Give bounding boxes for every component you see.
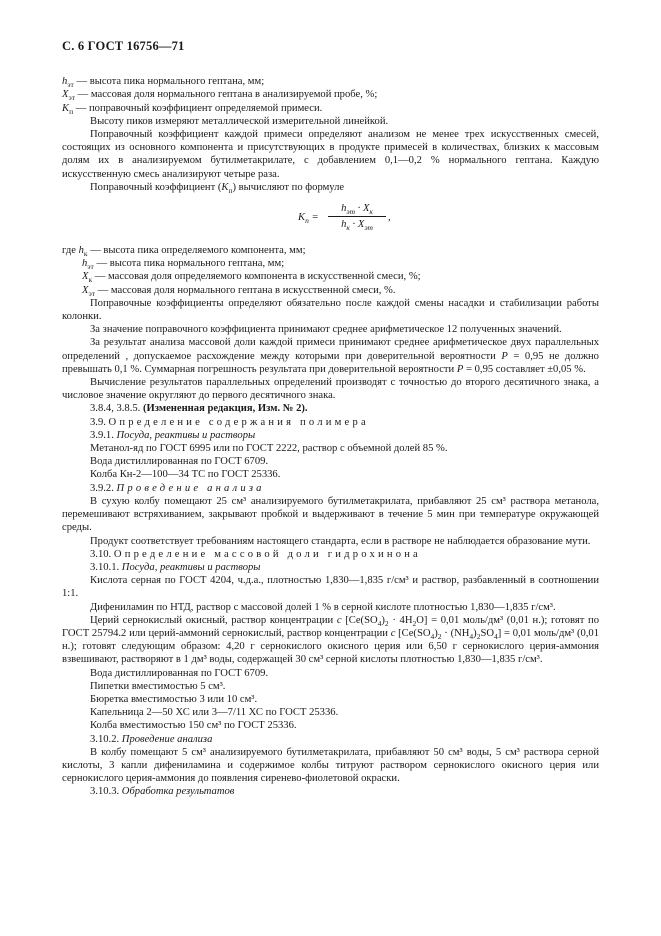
definition-line: $h_{эт}$ — высота пика нормального гептана, мм;	[82, 258, 285, 272]
subsection-heading: 3.9.1. Посуда, реактивы и растворы	[90, 429, 256, 441]
edit-note: 3.8.4, 3.8.5. (Измененная редакция, Изм. № 2).	[90, 403, 308, 415]
formula-correction-coefficient: $K_п$ = $h_{эт} \cdot X_к$ $h_к \cdot X_{эт}$ ,	[298, 203, 391, 233]
list-item: Бюретка вместимостью 3 или 10 см³.	[90, 693, 258, 705]
subsection-heading: 3.10.3. Обработка результатов	[90, 786, 235, 798]
paragraph: В колбу помещают 5 см³ анализируемого бутилметакрилата, прибавляют 50 см³ воды, 5 см³ раствора серной кислоты, 3 капли дифениламина и содержимое колбы титруют раствором сернокислого окисного церия или сернокислого церия-аммония до появления сиренево-фиолетовой окраски.	[62, 746, 599, 785]
list-item: Пипетки вместимостью 5 см³.	[90, 680, 226, 692]
section-heading: 3.9. Определение содержания полимера	[90, 416, 369, 428]
list-item: Метанол-яд по ГОСТ 6995 или по ГОСТ 2222, раствор с объемной долей 85 %.	[90, 443, 448, 455]
paragraph: За значение поправочного коэффициента принимают среднее арифметическое 12 полученных значений.	[90, 324, 562, 336]
paragraph: Поправочный коэффициент каждой примеси определяют анализом не менее трех искусственных смесей, состоящих из основного компонента и присутствующих в продукте примесей в количествах, близких к массовым долям их в анализируемом бутилметакрилате, с добавлением 0,1—0,2 % нормального гептана. Каждую искусственную смесь анализируют четыре раза.	[62, 129, 599, 180]
paragraph: В сухую колбу помещают 25 см³ анализируемого бутилметакрилата, прибавляют 25 см³ раствора метанола, перемешивают встряхиванием, закрывают пробкой и выдерживают в течение 5 мин при температуре окружающей среды.	[62, 495, 599, 534]
list-item: Вода дистиллированная по ГОСТ 6709.	[90, 456, 269, 468]
subsection-heading: 3.9.2. Проведение анализа	[90, 482, 265, 494]
paragraph: Продукт соответствует требованиям настоящего стандарта, если в растворе не наблюдается образование мути.	[90, 535, 591, 547]
subsection-heading: 3.10.1. Посуда, реактивы и растворы	[90, 561, 261, 573]
paragraph: Церий сернокислый окисный, раствор концентрации c $[Ce(SO_4)_2 \cdot 4H_2O] = 0,01$ моль/дм³ (0,01 н.); готовят по ГОСТ 25794.2 или церий-аммоний сернокислый, раствор концентрации c $[Ce(SO_4)_2 \cdot (NH_4)_2SO_4] = 0,01$ моль/дм³ (0,01 н.); готовят следующим образом: 4,20 г сернокислого окисного церия или 6,50 г сернокислого церия-аммония взвешивают, растворяют в 1 дм³ воды, содержащей 30 см³ серной кислоты плотностью 1,830—1,835 г/см³.	[62, 614, 600, 666]
list-item: Колба вместимостью 150 см³ по ГОСТ 25336.	[90, 720, 297, 732]
definition-line: $X_{эт}$ — массовая доля нормального гептана в искусственной смеси, %.	[82, 284, 396, 298]
section-heading: 3.10. Определение массовой доли гидрохинона	[90, 548, 421, 560]
paragraph: Высоту пиков измеряют металлической измерительной линейкой.	[90, 115, 389, 127]
paragraph: Поправочные коэффициенты определяют обязательно после каждой смены насадки и стабилизации работы колонки.	[62, 297, 599, 323]
paragraph: Кислота серная по ГОСТ 4204, ч.д.а., плотностью 1,830—1,835 г/см³ и раствор, разбавленный в соотношении 1:1.	[62, 575, 599, 600]
definition-line: $h_{эт}$ — высота пика нормального гептана, мм;	[62, 76, 265, 90]
page-header: С. 6 ГОСТ 16756—71	[62, 39, 185, 53]
list-item: Колба Кн-2—100—34 ТС по ГОСТ 25336.	[90, 469, 281, 481]
subsection-heading: 3.10.2. Проведение анализа	[90, 733, 213, 745]
definition-line: где $h_к$ — высота пика определяемого компонента, мм;	[62, 245, 306, 259]
definition-line: $X_к$ — массовая доля определяемого компонента в искусственной смеси, %;	[82, 271, 421, 285]
definition-line: $X_{эт}$ — массовая доля нормального гептана в анализируемой пробе, %;	[62, 89, 378, 103]
list-item: Капельница 2—50 ХС или 3—7/11 ХС по ГОСТ 25336.	[90, 707, 339, 719]
paragraph: За результат анализа массовой доли каждой примеси принимают среднее арифметическое двух параллельных определений , допускаемое расхождение между которыми при доверительной вероятности P = 0,95 не должно превышать 0,1 %. Суммарная погрешность результата при доверительной вероятности P = 0,95 составляет ±0,05 %.	[62, 337, 599, 375]
document-page	[62, 40, 599, 799]
list-item: Вода дистиллированная по ГОСТ 6709.	[90, 667, 269, 679]
paragraph: Дифениламин по НТД, раствор с массовой долей 1 % в серной кислоте плотностью 1,830—1,835 г/см³.	[90, 601, 556, 613]
paragraph: Вычисление результатов параллельных определений производят с точностью до второго десятичного знака, а числовое значение округляют до первого десятичного знака.	[62, 377, 599, 402]
paragraph: Поправочный коэффициент $(K_п)$ вычисляют по формуле	[90, 181, 345, 195]
definition-line: $K_п$ — поправочный коэффициент определяемой примеси.	[62, 102, 323, 116]
